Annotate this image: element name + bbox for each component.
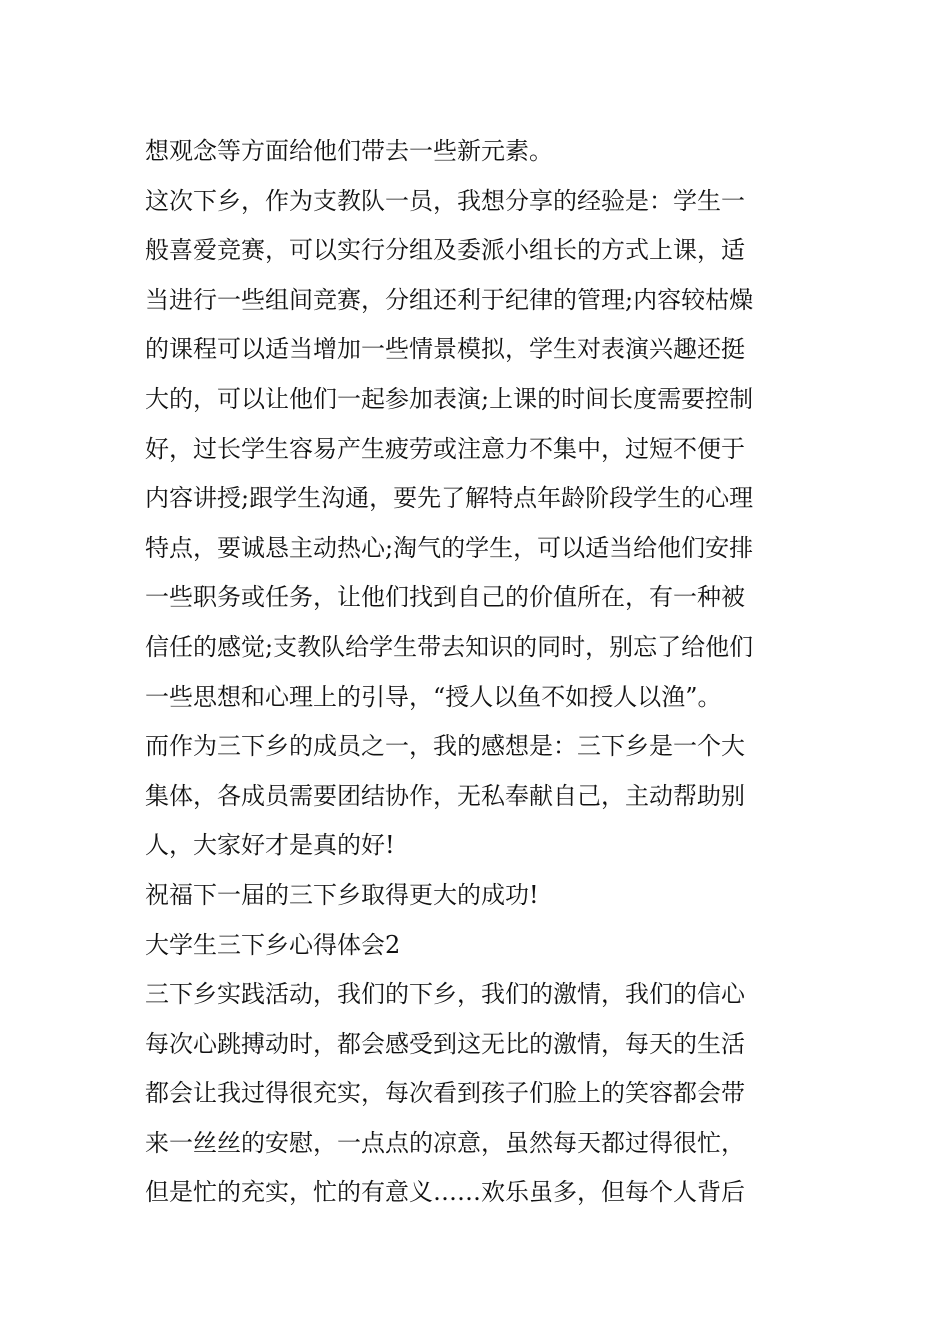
text-line-6: 大的，可以让他们一起参加表演;上课的时间长度需要控制 xyxy=(145,384,754,413)
text-line-7: 好，过长学生容易产生疲劳或注意力不集中，过短不便于 xyxy=(145,434,745,463)
text-line-8: 内容讲授;跟学生沟通，要先了解特点年龄阶段学生的心理 xyxy=(145,484,754,513)
text-line-13: 而作为三下乡的成员之一，我的感想是：三下乡是一个大 xyxy=(145,732,745,761)
text-line-12: 一些思想和心理上的引导，“授人以鱼不如授人以渔”。 xyxy=(145,682,722,711)
text-line-10: 一些职务或任务，让他们找到自己的价值所在，有一种被 xyxy=(145,583,745,612)
text-line-19: 每次心跳搏动时，都会感受到这无比的激情，每天的生活 xyxy=(145,1029,745,1058)
text-line-9: 特点，要诚恳主动热心;淘气的学生，可以适当给他们安排 xyxy=(145,533,754,562)
text-line-22: 但是忙的充实，忙的有意义……欢乐虽多，但每个人背后 xyxy=(145,1178,745,1207)
text-line-15: 人，大家好才是真的好! xyxy=(145,831,395,860)
text-line-11: 信任的感觉;支教队给学生带去知识的同时，别忘了给他们 xyxy=(145,632,754,661)
section-heading: 大学生三下乡心得体会2 xyxy=(145,930,401,959)
text-line-16: 祝福下一届的三下乡取得更大的成功! xyxy=(145,880,539,909)
text-line-21: 来一丝丝的安慰，一点点的凉意，虽然每天都过得很忙， xyxy=(145,1128,745,1157)
text-line-3: 般喜爱竞赛，可以实行分组及委派小组长的方式上课，适 xyxy=(145,236,745,265)
text-line-4: 当进行一些组间竞赛，分组还利于纪律的管理;内容较枯燥 xyxy=(145,285,754,314)
text-line-20: 都会让我过得很充实，每次看到孩子们脸上的笑容都会带 xyxy=(145,1079,745,1108)
text-line-18: 三下乡实践活动，我们的下乡，我们的激情，我们的信心 xyxy=(145,980,745,1009)
text-line-5: 的课程可以适当增加一些情景模拟，学生对表演兴趣还挺 xyxy=(145,335,745,364)
text-line-1: 想观念等方面给他们带去一些新元素。 xyxy=(145,137,553,165)
document-body xyxy=(145,127,825,1218)
text-line-2: 这次下乡，作为支教队一员，我想分享的经验是：学生一 xyxy=(145,186,745,215)
text-line-14: 集体，各成员需要团结协作，无私奉献自己，主动帮助别 xyxy=(145,781,745,810)
